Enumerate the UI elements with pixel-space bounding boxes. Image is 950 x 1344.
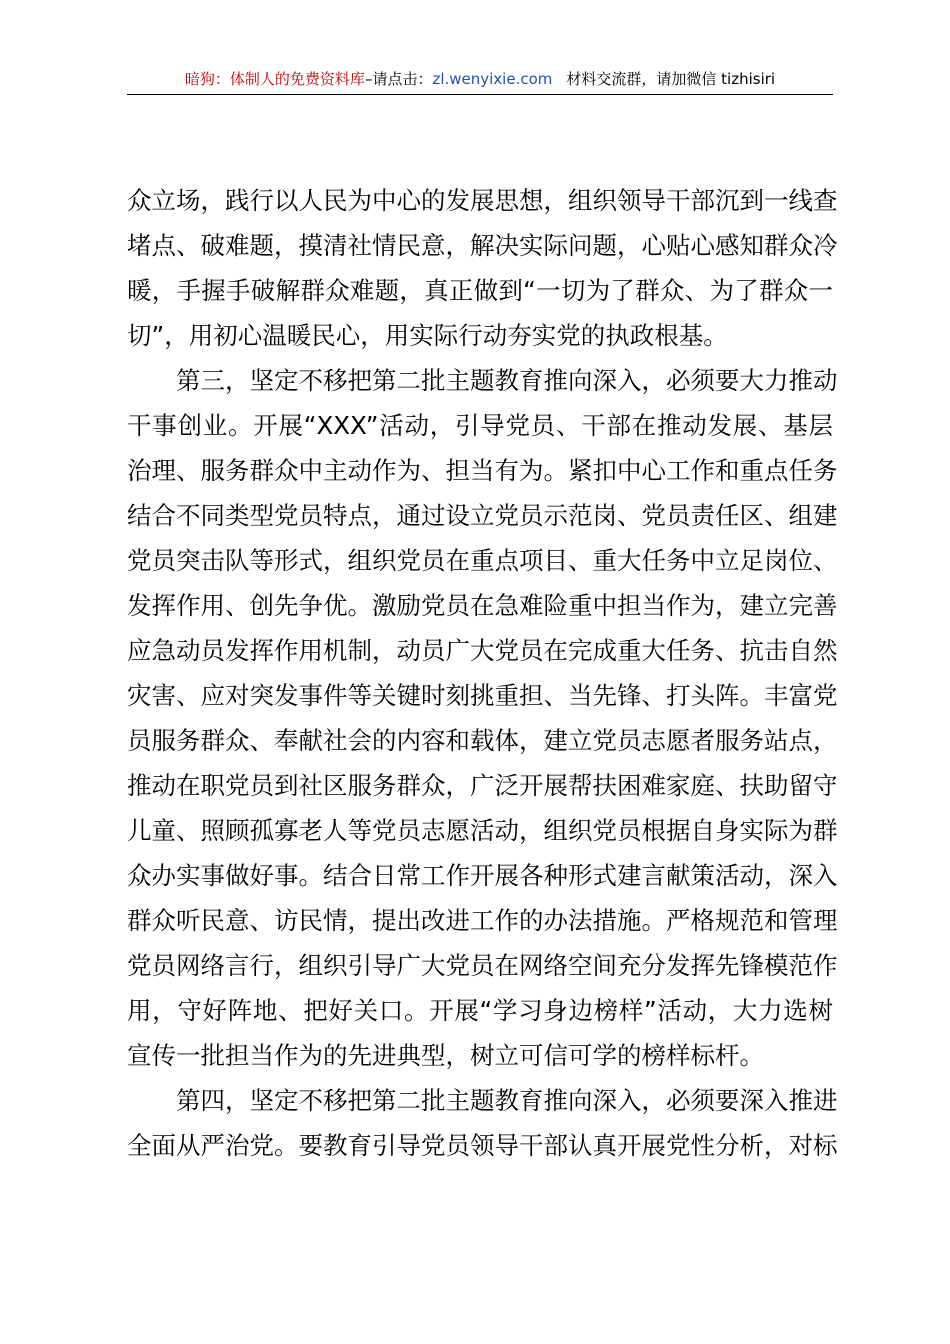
text-line: 切”，用初心温暖民心，用实际行动夯实党的执政根基。 — [127, 321, 728, 350]
text-line: 治理、服务群众中主动作为、担当有为。紧扣中心工作和重点任务 — [127, 456, 838, 485]
header-url-link[interactable]: zl.wenyixie.com — [432, 70, 553, 88]
paragraph-start-line: 第四，坚定不移把第二批主题教育推向深入，必须要深入推进 — [176, 1086, 838, 1115]
text-line: 应急动员发挥作用机制，动员广大党员在完成重大任务、抗击自然 — [127, 636, 838, 665]
text-line: 全面从严治党。要教育引导党员领导干部认真开展党性分析，对标 — [127, 1131, 838, 1160]
text-line: 堵点、破难题，摸清社情民意，解决实际问题，心贴心感知群众冷 — [127, 231, 838, 260]
text-line: 员服务群众、奉献社会的内容和载体，建立党员志愿者服务站点， — [127, 726, 838, 755]
text-line: 群众听民意、访民情，提出改进工作的办法措施。严格规范和管理 — [127, 906, 838, 935]
text-line: 暖，手握手破解群众难题，真正做到“一切为了群众、为了群众一 — [127, 276, 833, 305]
text-line: 干事创业。开展“XXX”活动，引导党员、干部在推动发展、基层 — [127, 411, 833, 440]
header-brand: 暗狗：体制人的免费资料库 — [184, 70, 365, 88]
text-line: 灾害、应对突发事件等关键时刻挑重担、当先锋、打头阵。丰富党 — [127, 681, 838, 710]
text-line: 儿童、照顾孤寡老人等党员志愿活动，组织党员根据自身实际为群 — [127, 816, 838, 845]
text-line: 众立场，践行以人民为中心的发展思想，组织领导干部沉到一线查 — [127, 186, 838, 215]
text-line: 结合不同类型党员特点，通过设立党员示范岗、党员责任区、组建 — [127, 501, 838, 530]
page-header — [127, 68, 833, 95]
text-line: 党员突击队等形式，组织党员在重点项目、重大任务中立足岗位、 — [127, 546, 838, 575]
text-line: 宣传一批担当作为的先进典型，树立可信可学的榜样标杆。 — [127, 1041, 764, 1070]
text-line: 发挥作用、创先争优。激励党员在急难险重中担当作为，建立完善 — [127, 591, 838, 620]
text-line: 党员网络言行，组织引导广大党员在网络空间充分发挥先锋模范作 — [127, 951, 838, 980]
text-line: 众办实事做好事。结合日常工作开展各种形式建言献策活动，深入 — [127, 861, 838, 890]
text-line: 推动在职党员到社区服务群众，广泛开展帮扶困难家庭、扶助留守 — [127, 771, 838, 800]
header-click-prompt: –请点击： — [364, 70, 433, 88]
text-line: 用，守好阵地、把好关口。开展“学习身边榜样”活动，大力选树 — [127, 996, 833, 1025]
header-group-note: 材料交流群，请加微信 tizhisiri — [566, 70, 776, 88]
paragraph-start-line: 第三，坚定不移把第二批主题教育推向深入，必须要大力推动 — [176, 366, 838, 395]
document-body — [127, 178, 838, 1168]
